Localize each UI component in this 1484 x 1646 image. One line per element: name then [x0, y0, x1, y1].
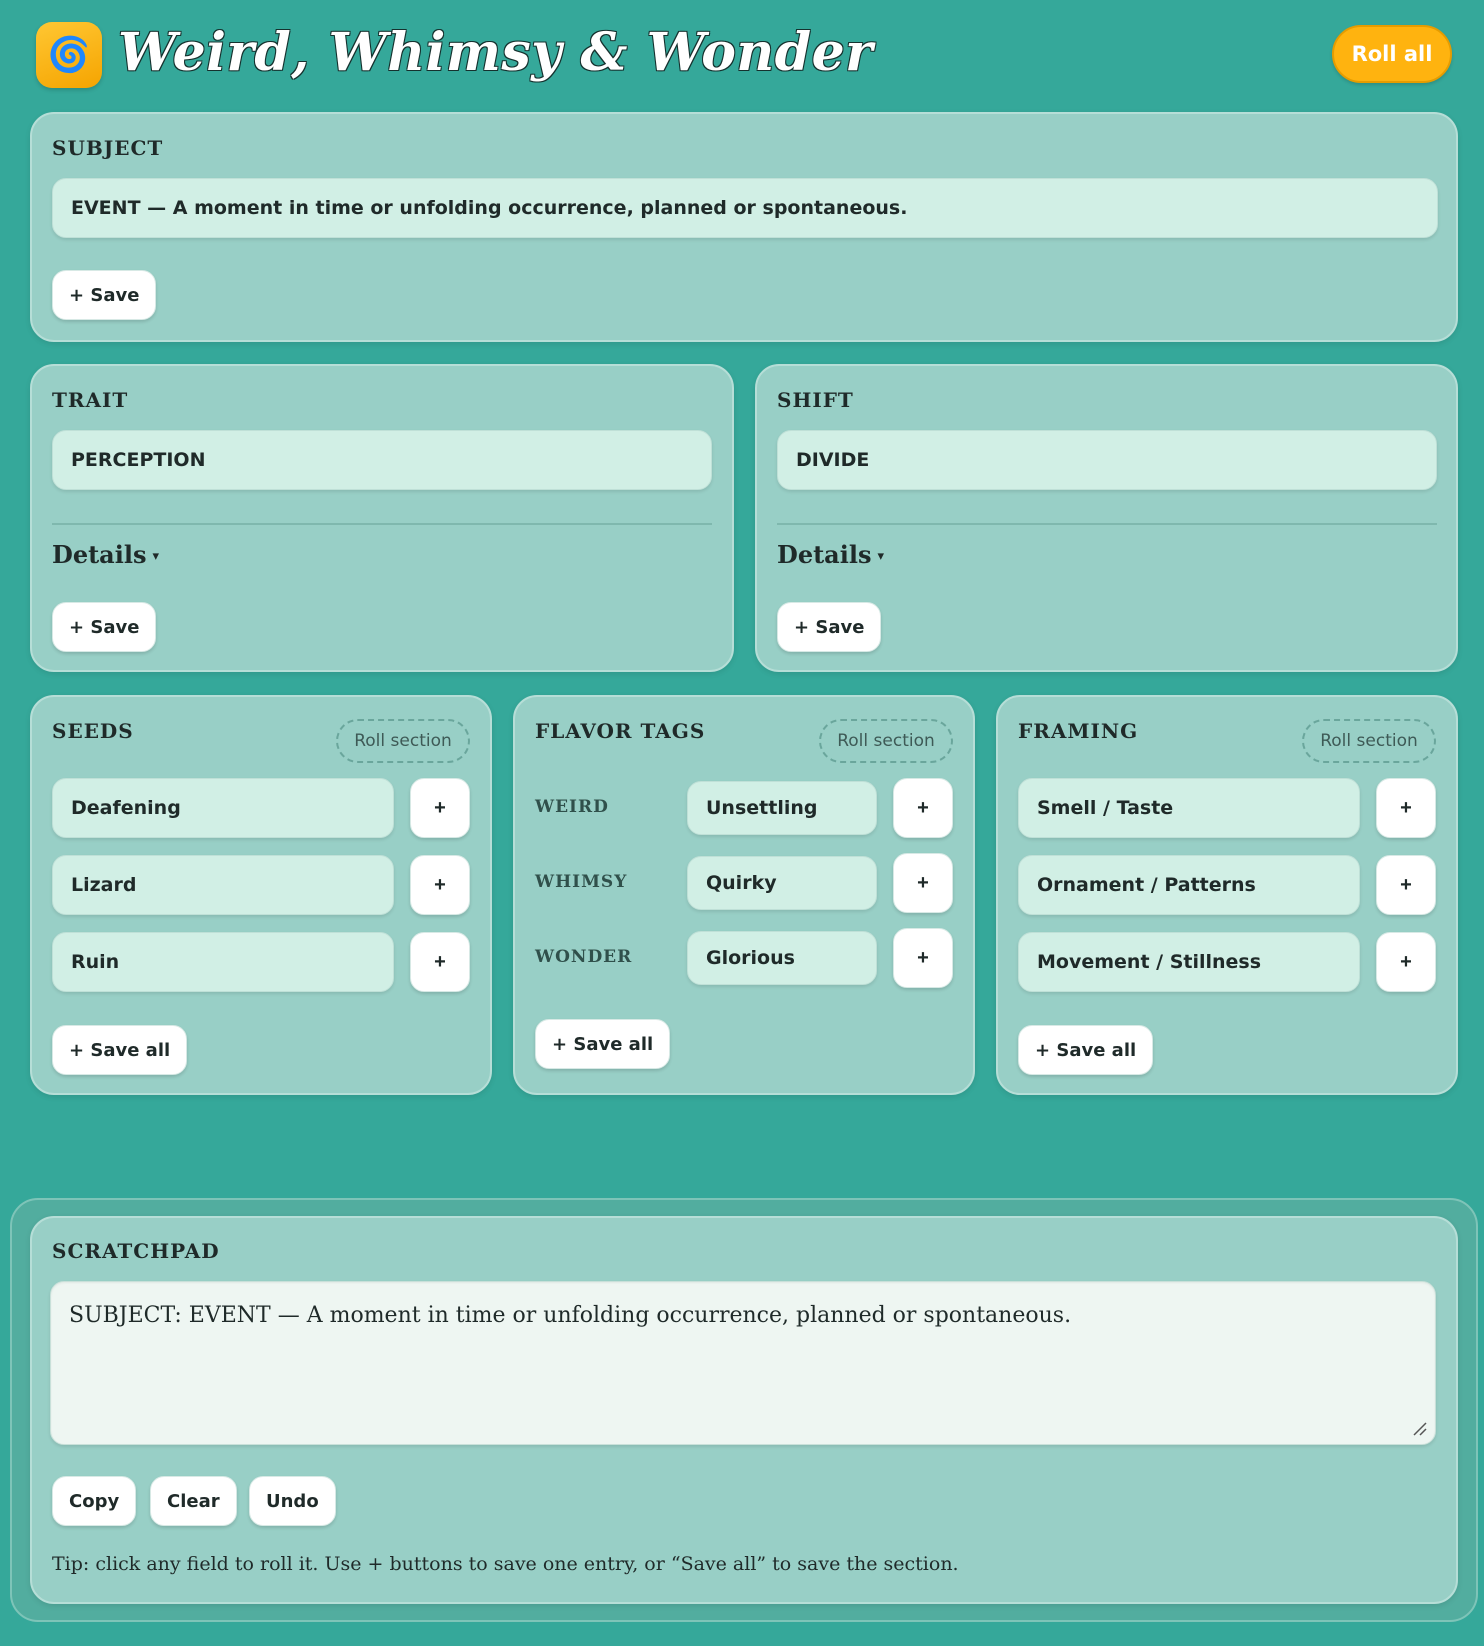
- app-title: Weird, Whimsy & Wonder: [118, 22, 874, 83]
- trait-save-button[interactable]: + Save: [52, 602, 156, 652]
- framing-roll-section-button[interactable]: Roll section: [1302, 719, 1436, 763]
- seeds-save-all-button[interactable]: + Save all: [52, 1025, 187, 1075]
- shift-details-toggle[interactable]: [777, 540, 884, 569]
- shift-title: SHIFT: [777, 388, 854, 412]
- subject-save-button[interactable]: + Save: [52, 270, 156, 320]
- seed-field-2[interactable]: Lizard: [52, 855, 394, 915]
- flavor-save-button-whimsy[interactable]: +: [893, 853, 953, 913]
- flavor-save-button-weird[interactable]: +: [893, 778, 953, 838]
- flavor-field-weird[interactable]: Unsettling: [687, 781, 877, 835]
- trait-divider: [52, 523, 712, 525]
- flavor-label-weird: WEIRD: [535, 797, 609, 817]
- seed-save-button-3[interactable]: +: [410, 932, 470, 992]
- clear-button[interactable]: Clear: [150, 1476, 237, 1526]
- flavor-roll-section-button[interactable]: Roll section: [819, 719, 953, 763]
- trait-field[interactable]: PERCEPTION: [52, 430, 712, 490]
- framing-field-2[interactable]: Ornament / Patterns: [1018, 855, 1360, 915]
- subject-title: SUBJECT: [52, 136, 164, 160]
- seeds-title: SEEDS: [52, 719, 134, 743]
- chevron-down-icon: ▾: [877, 549, 884, 564]
- shift-divider: [777, 523, 1437, 525]
- flavor-tags-title: FLAVOR TAGS: [535, 719, 706, 743]
- framing-save-all-button[interactable]: + Save all: [1018, 1025, 1153, 1075]
- shift-save-button[interactable]: + Save: [777, 602, 881, 652]
- framing-save-button-3[interactable]: +: [1376, 932, 1436, 992]
- scratchpad-textarea[interactable]: [50, 1281, 1436, 1445]
- scratchpad-text: SUBJECT: EVENT — A moment in time or unfolding occurrence, planned or spontaneous.: [69, 1303, 1072, 1328]
- framing-card: [996, 695, 1458, 1095]
- shift-details-label: Details: [777, 540, 872, 569]
- framing-save-button-2[interactable]: +: [1376, 855, 1436, 915]
- seed-save-button-2[interactable]: +: [410, 855, 470, 915]
- trait-card: [30, 364, 734, 672]
- flavor-label-whimsy: WHIMSY: [535, 872, 628, 892]
- framing-title: FRAMING: [1018, 719, 1139, 743]
- copy-button[interactable]: Copy: [52, 1476, 136, 1526]
- trait-title: TRAIT: [52, 388, 129, 412]
- trait-details-label: Details: [52, 540, 147, 569]
- spiral-logo-icon: 🌀: [36, 22, 102, 88]
- roll-all-button[interactable]: Roll all: [1332, 25, 1452, 83]
- flavor-save-button-wonder[interactable]: +: [893, 928, 953, 988]
- seed-field-1[interactable]: Deafening: [52, 778, 394, 838]
- trait-details-toggle[interactable]: [52, 540, 159, 569]
- shift-card: [755, 364, 1458, 672]
- app-header: [36, 22, 1452, 88]
- subject-field[interactable]: EVENT — A moment in time or unfolding occurrence, planned or spontaneous.: [52, 178, 1438, 238]
- framing-save-button-1[interactable]: +: [1376, 778, 1436, 838]
- resize-handle-icon[interactable]: [1411, 1420, 1427, 1436]
- tip-text: Tip: click any field to roll it. Use + buttons to save one entry, or “Save all” to save the section.: [52, 1553, 959, 1575]
- seed-save-button-1[interactable]: +: [410, 778, 470, 838]
- undo-button[interactable]: Undo: [249, 1476, 336, 1526]
- flavor-label-wonder: WONDER: [535, 947, 633, 967]
- framing-field-1[interactable]: Smell / Taste: [1018, 778, 1360, 838]
- flavor-field-wonder[interactable]: Glorious: [687, 931, 877, 985]
- seeds-card: [30, 695, 492, 1095]
- flavor-field-whimsy[interactable]: Quirky: [687, 856, 877, 910]
- shift-field[interactable]: DIVIDE: [777, 430, 1437, 490]
- subject-card: [30, 112, 1458, 342]
- seed-field-3[interactable]: Ruin: [52, 932, 394, 992]
- seeds-roll-section-button[interactable]: Roll section: [336, 719, 470, 763]
- flavor-tags-card: [513, 695, 975, 1095]
- flavor-save-all-button[interactable]: + Save all: [535, 1019, 670, 1069]
- framing-field-3[interactable]: Movement / Stillness: [1018, 932, 1360, 992]
- scratchpad-title: SCRATCHPAD: [52, 1239, 220, 1263]
- chevron-down-icon: ▾: [152, 549, 159, 564]
